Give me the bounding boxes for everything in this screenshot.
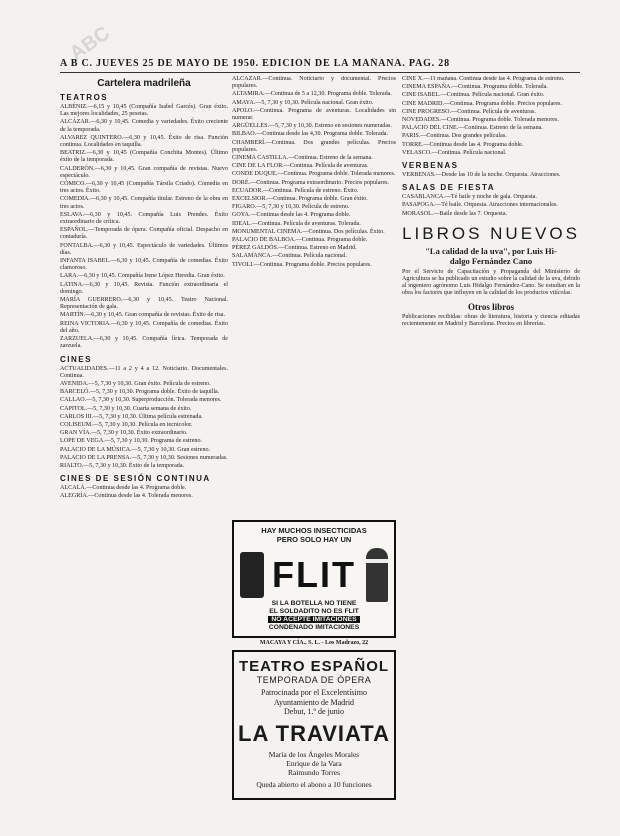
flit-can-icon [240, 552, 264, 598]
libros-body: Por el Servicio de Capacitación y Propaganda del Ministerio de Agricultura se ha publicado un estudio sobre la calidad de la uva, debido al ingeniero agrónomo Luis Hidalgo Fernández-Cano. Se estudian en la obra los factores que influyen en la calidad de los productos vitícolas. [402, 268, 580, 297]
list-item: FONTALBA.—6,30 y 10,45. Espectáculo de variedades. Últimos días. [60, 242, 228, 256]
opera-cast [234, 750, 394, 777]
abono-note: Queda abierto el abono a 10 funciones [256, 779, 372, 789]
flit-line3: SI LA BOTELLA NO TIENE [271, 600, 357, 607]
list-item: CONDE DUQUE.—Continua. Programa doble. Tolerada menores. [232, 171, 396, 178]
teatro-subtitle: TEMPORADA DE ÓPERA [256, 675, 372, 685]
opera-title: LA TRAVIATA [238, 720, 390, 746]
list-item: CASABLANCA.—Té baile y noche de gala. Orquesta. [402, 194, 537, 201]
salas-fiesta-heading: SALAS DE FIESTA [402, 183, 496, 193]
libros-subtitle-line1: "La calidad de la uva", por Luis Hi- [425, 245, 557, 256]
list-item: FIGARO.—5, 7,30 y 10,30. Película de estreno. [232, 204, 350, 211]
list-item: CINE DE LA FLOR.—Continua. Película de aventuras. [232, 163, 369, 170]
flit-headline [234, 522, 394, 544]
list-item: ALBÉNIZ.—6,15 y 10,45 (Compañía Isabel Garcés). Gran éxito. Las mejores localidades, 25 pesetas. [60, 104, 228, 118]
list-item: INFANTA ISABEL.—6,30 y 10,45. Compañía de comedias. Éxito clamoroso. [60, 258, 228, 272]
page-header: A B C. JUEVES 25 DE MAYO DE 1950. EDICIÓN DE LA MAÑANA. PAG. 28 [60, 58, 450, 69]
watermark-stamp: ABC [65, 22, 115, 66]
list-item: GOYA.—Continua desde las 4. Programa doble. [232, 212, 351, 219]
list-item: CINE PROGRESO.—Continua. Película de aventuras. [402, 108, 536, 115]
cartelera-title: Cartelera madrileña [97, 78, 191, 89]
right-column [402, 76, 580, 821]
list-item: PALACIO DE LA PRENSA.—5, 7,30 y 10,30. Sesiones numeradas. [60, 454, 228, 461]
list-item: CINE MADRID.—Continua. Programa doble. Precios populares. [402, 100, 562, 107]
soldier-icon [366, 548, 388, 602]
list-item: CINE ISABEL.—Continua. Película nacional. Gran éxito. [402, 92, 545, 99]
cast-member: Enrique de la Vara [286, 758, 342, 768]
middle-column [232, 76, 396, 516]
flit-footer: MACAYA Y CÍA., S. L. - Los Madrazo, 22 [259, 640, 369, 646]
cines-list [60, 366, 228, 471]
teatro-espanol-advertisement [232, 650, 396, 800]
list-item: SALAMANCA.—Continua. Película nacional. [232, 253, 347, 260]
list-item: TIVOLI.—Continua. Programa doble. Precios populares. [232, 261, 372, 268]
teatro-debut: Debut, 1.º de junio [283, 707, 345, 716]
list-item: RIALTO.—5, 7,30 y 10,30. Éxito de la temporada. [60, 462, 185, 469]
list-item: ARGÜELLES.—5, 7,30 y 10,30. Estreno en sesiones numeradas. [232, 123, 392, 130]
list-item: MONUMENTAL CINEMA.—Continua. Dos películas. Éxito. [232, 228, 385, 235]
list-item: LOPE DE VEGA.—5, 7,30 y 10,30. Programa de estreno. [60, 438, 203, 445]
flit-line5: NO ACEPTE IMITACIONES [268, 616, 359, 623]
list-item: COLISEUM.—5, 7,30 y 10,30. Película en tecnicolor. [60, 421, 193, 428]
list-item: PASAPOGA.—Té baile. Orquesta. Atracciones internacionales. [402, 202, 558, 209]
list-item: REINA VICTORIA.—6,30 y 10,45. Compañía de comedias. Éxito del año. [60, 320, 228, 334]
list-item: VERBENAS.—Desde las 10 de la noche. Orquesta. Atracciones. [402, 172, 561, 179]
list-item: NOVEDADES.—Continua. Programa doble. Tolerada menores. [402, 117, 559, 124]
flit-advertisement [232, 520, 396, 638]
list-item: MARÍA GUERRERO.—6,30 y 10,45. Teatro Nacional. Representación de gala. [60, 297, 228, 311]
list-item: ESLAVA.—6,30 y 10,45. Compañía Luis Prendes. Éxito extraordinario de crítica. [60, 211, 228, 226]
flit-line2: PERO SOLO HAY UN [276, 535, 352, 544]
list-item: ALCÁZAR.—Continua. Noticiario y documental. Precios populares. [232, 76, 396, 90]
list-item: DORÉ.—Continua. Programa extraordinario. Precios populares. [232, 179, 390, 186]
list-item: TORRE.—Continua desde las 4. Programa doble. [402, 141, 524, 148]
list-item: ALCALÁ.—Continua desde las 4. Programa doble. [60, 485, 187, 492]
list-item: ALEGRÍA.—Continua desde las 4. Tolerada menores. [60, 493, 193, 500]
teatro-sponsor-line2: Ayuntamiento de Madrid [273, 697, 355, 707]
list-item: ECUADOR.—Continua. Película de estreno. Éxito. [232, 187, 359, 194]
list-item: ALTAMIRA.—Continua de 5 a 12,30. Programa doble. Tolerada. [232, 91, 392, 98]
list-item: BARCELÓ.—5, 7,30 y 10,30. Programa doble. Éxito de taquilla. [60, 389, 220, 396]
teatro-sponsor [234, 688, 394, 717]
teatro-sponsor-line1: Patrocinada por el Excelentísimo [261, 688, 367, 697]
list-item: PÉREZ GALDÓS.—Continua. Estreno en Madrid. [232, 245, 357, 252]
list-item: CINE X.—11 mañana. Continua desde las 4. Programa de estreno. [402, 76, 565, 82]
teatro-title: TEATRO ESPAÑOL [238, 658, 390, 675]
list-item: ALVAREZ QUINTERO.—6,30 y 10,45. Éxito de risa. Función continua. Localidades en taquilla. [60, 134, 228, 149]
list-item: COMEDIA.—6,30 y 10,45. Compañía titular. Estreno de la obra en tres actos. [60, 196, 228, 210]
list-item: CINEMA CASTILLA.—Continua. Estreno de la semana. [232, 155, 373, 162]
list-item: LATINA.—6,30 y 10,45. Revista. Función extraordinaria el domingo. [60, 281, 228, 295]
cast-member: María de los Ángeles Morales [268, 749, 360, 759]
list-item: LARA.—6,30 y 10,45. Compañía Irene López Heredia. Gran éxito. [60, 273, 225, 280]
list-item: VELASCO.—Continua. Película nacional. [402, 149, 507, 156]
list-item: AVENIDA.—5, 7,30 y 10,30. Gran éxito. Película de estreno. [60, 380, 211, 387]
list-item: MARTÍN.—6,30 y 10,45. Gran compañía de revistas. Éxito de risa. [60, 312, 225, 319]
list-item: PARIS.—Continua. Dos grandes películas. [402, 133, 507, 140]
libros-subtitle-line2: dalgo Fernández Cano [449, 255, 533, 266]
flit-brand: FLIT [272, 554, 356, 595]
list-item: PALACIO DE BALBOA.—Continua. Programa doble. [232, 237, 368, 244]
list-item: ESPAÑOL.—Temporada de ópera. Compañía oficial. Despacho en contaduría. [60, 227, 228, 241]
list-item: EXCELSIOR.—Continua. Programa doble. Gran éxito. [232, 196, 368, 203]
flit-tagline [234, 600, 394, 632]
flit-line4: EL SOLDADITO NO ES FLIT [269, 608, 359, 615]
list-item: ZARZUELA.—6,30 y 10,45. Compañía lírica. Temporada de zarzuela. [60, 336, 228, 350]
list-item: PALACIO DEL CINE.—Continua. Estreno de la semana. [402, 125, 543, 132]
list-item: CHAMBERÍ.—Continua. Dos grandes películas. Precios populares. [232, 139, 396, 153]
list-item: CARLOS III.—5, 7,30 y 10,30. Última película estrenada. [60, 413, 203, 420]
otros-libros-body: Publicaciones recibidas: obras de literatura, historia y ciencia editadas recientemente en Madrid y Barcelona. Precios en librerías. [402, 313, 580, 327]
list-item: CALDERÓN.—6,30 y 10,45. Gran compañía de revistas. Nuevo espectáculo. [60, 165, 228, 179]
estreno-heading: CINES DE SESIÓN CONTINUA [60, 474, 211, 484]
list-item: IDEAL.—Continua. Película de aventuras. Tolerada. [232, 220, 361, 227]
list-item: ALCÁZAR.—6,30 y 10,45. Comedia y variedades. Éxito creciente de la temporada. [60, 119, 228, 133]
cines-heading: CINES [60, 354, 92, 364]
header-rule [60, 72, 580, 73]
list-item: CÓMICO.—6,30 y 10,45 (Compañía Társila Criado). Comedia en tres actos. Éxito. [60, 181, 228, 195]
cast-member: Raimundo Torres [287, 767, 341, 777]
teatros-heading: TEATROS [60, 93, 109, 102]
list-item: CAPITOL.—5, 7,30 y 10,30. Cuarta semana de éxito. [60, 405, 192, 412]
left-column [60, 76, 228, 821]
libros-nuevos-title: LIBROS NUEVOS [402, 223, 580, 243]
list-item: BILBAO.—Continua desde las 4,30. Programa doble. Tolerada. [232, 131, 389, 138]
libros-subtitle [402, 246, 580, 266]
list-item: APOLO.—Continua. Programa de aventuras. Localidades sin numerar. [232, 107, 396, 122]
list-item: BEATRIZ.—6,30 y 10,45 (Compañía Conchita Montes). Último éxito de la temporada. [60, 150, 228, 164]
flit-line6: CONDENADO IMITACIONES [268, 624, 360, 631]
list-item: AMAYA.—5, 7,30 y 10,30. Película nacional. Gran éxito. [232, 99, 374, 106]
list-item: ACTUALIDADES.—11 a 2 y 4 a 12. Noticiario. Documentales. Continua. [60, 365, 228, 379]
otros-libros-title: Otros libros [468, 301, 514, 312]
list-item: CALLAO.—5, 7,30 y 10,30. Superproducción. Tolerada menores. [60, 397, 222, 404]
list-item: MORASOL.—Baile desde las 7. Orquesta. [402, 210, 508, 217]
teatros-list [60, 104, 228, 351]
list-item: PALACIO DE LA MÚSICA.—5, 7,30 y 10,30. Gran estreno. [60, 446, 211, 453]
list-item: GRAN VÍA.—5, 7,30 y 10,30. Éxito extraordinario. [60, 430, 188, 437]
list-item: CINEMA ESPAÑA.—Continua. Programa doble. Tolerada. [402, 84, 548, 91]
flit-line1: HAY MUCHOS INSECTICIDAS [261, 526, 367, 535]
verbenas-heading: VERBENAS [402, 161, 459, 171]
